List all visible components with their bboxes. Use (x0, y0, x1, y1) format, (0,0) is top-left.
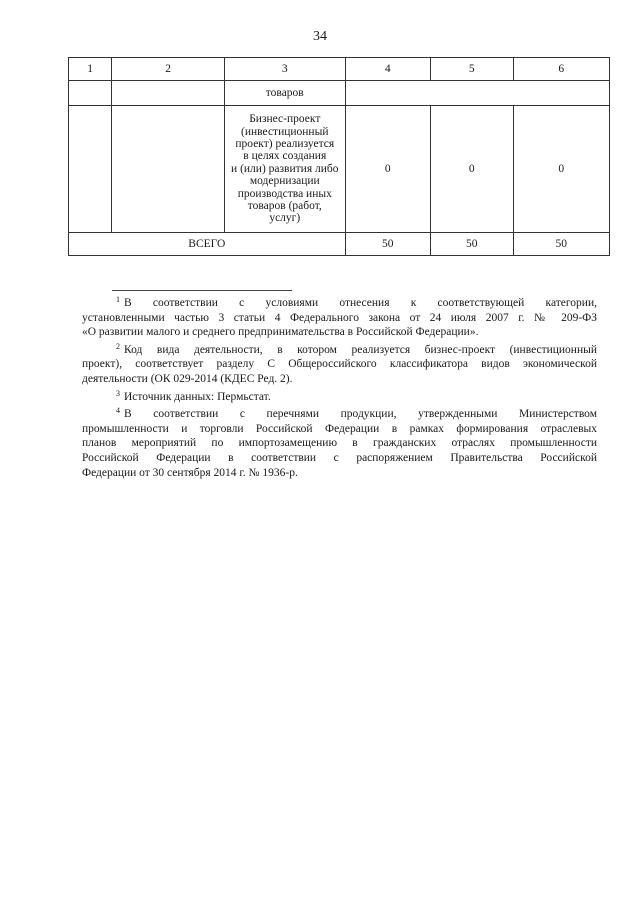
table-row (69, 106, 610, 233)
footnote-line (82, 340, 597, 358)
table-cell (69, 81, 112, 106)
table-cell (112, 81, 225, 106)
table-cell (69, 106, 112, 233)
footnote-text: Источник данных: Пермьстат. (124, 390, 271, 403)
total-label: ВСЕГО (69, 233, 346, 256)
footnote-line: установленными частью 3 статьи 4 Федерального закона от 24 июля 2007 г. № 209-ФЗ (82, 311, 597, 324)
footnote-line: проект), соответствует разделу С Общероссийского классификатора видов экономической (82, 358, 597, 371)
table-cell (112, 106, 225, 233)
table-row (69, 81, 610, 106)
description-line: и (или) развития либо (231, 162, 339, 175)
data-table (68, 57, 610, 256)
footnote-line (82, 387, 597, 405)
table-cell (345, 81, 609, 106)
total-col-6: 50 (513, 233, 609, 256)
header-col-1: 1 (69, 58, 112, 81)
business-project-description (224, 106, 345, 233)
table-cell: 0 (430, 106, 513, 233)
footnote-text: Код вида деятельности, в котором реализуется бизнес-проект (инвестиционный (124, 343, 597, 356)
footnote-line (82, 293, 597, 311)
page-number: 34 (313, 29, 327, 44)
footnote-mark: 3 (116, 388, 120, 398)
description-line: Бизнес-проект (249, 113, 321, 126)
description-line: (инвестиционный (241, 125, 329, 138)
footnote-line (82, 404, 597, 422)
footnote-1 (82, 293, 597, 340)
description-line: товаров (работ, (247, 200, 322, 213)
footnote-line: деятельности (ОК 029-2014 (КДЕС Ред. 2). (82, 372, 293, 385)
footnote-line: промышленности и торговли Российской Федерации в рамках формирования отраслевых (82, 422, 597, 435)
footnote-3 (82, 387, 597, 405)
footnote-line: «О развитии малого и среднего предпринимательства в Российской Федерации». (82, 326, 479, 339)
footnote-mark: 1 (116, 295, 120, 304)
footnote-line: планов мероприятий по импортозамещению в гражданских отраслях промышленности (82, 437, 597, 450)
footnote-text: В соответствии с условиями отнесения к соответствующей категории, (124, 297, 597, 309)
footnote-line: Федерации от 30 сентября 2014 г. № 1936-р. (82, 466, 298, 479)
header-col-6: 6 (513, 58, 609, 81)
description-line: производства иных (237, 187, 332, 200)
description-line: проект) реализуется (235, 137, 335, 150)
header-col-5: 5 (430, 58, 513, 81)
footnote-mark: 2 (116, 341, 120, 351)
description-line: услуг) (269, 212, 301, 225)
total-col-4: 50 (345, 233, 430, 256)
table-cell: 0 (513, 106, 609, 233)
header-col-3: 3 (224, 58, 345, 81)
footnotes (82, 293, 597, 480)
header-col-4: 4 (345, 58, 430, 81)
footnote-4 (82, 404, 597, 480)
description-line: в целях создания (243, 150, 327, 163)
table-total-row (69, 233, 610, 256)
table-header-row (69, 58, 610, 81)
footnote-divider (112, 290, 292, 291)
description-line: модернизации (249, 175, 320, 188)
footnote-line: Российской Федерации в соответствии с распоряжением Правительства Российской (82, 451, 597, 464)
table-cell: товаров (224, 81, 345, 106)
total-col-5: 50 (430, 233, 513, 256)
header-col-2: 2 (112, 58, 225, 81)
footnote-2 (82, 340, 597, 387)
footnote-mark: 4 (116, 406, 120, 416)
footnote-text: В соответствии с перечнями продукции, утвержденными Министерством (124, 408, 597, 421)
table-cell: 0 (345, 106, 430, 233)
